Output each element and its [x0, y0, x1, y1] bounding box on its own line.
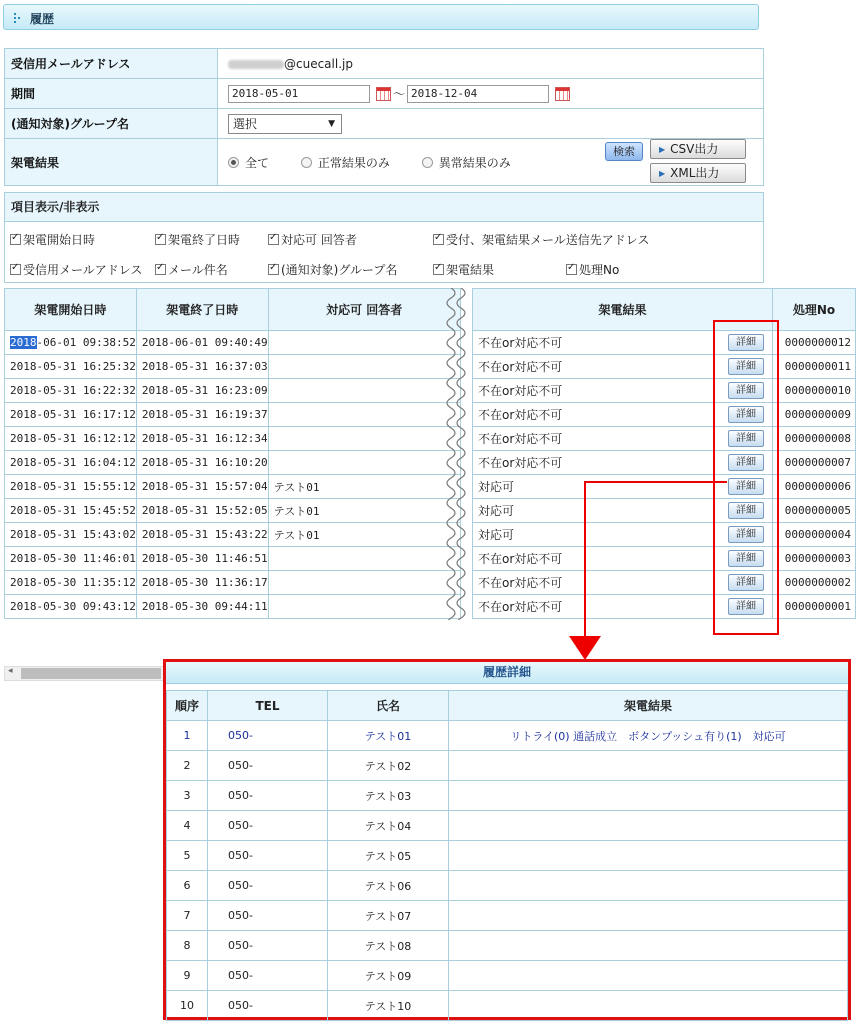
tel-cell: 050- [208, 781, 328, 811]
detail-row [167, 961, 848, 991]
detail-row [167, 781, 848, 811]
end-time-cell: 2018-05-30 11:36:17 [136, 571, 268, 595]
seq-cell: 5 [167, 841, 208, 871]
tel-cell: 050- [208, 931, 328, 961]
responder-cell: テスト01 [268, 475, 460, 499]
group-label: (通知対象)グループ名 [5, 109, 218, 139]
seq-cell: 1 [167, 721, 208, 751]
call-result-text: 不在or対応不可 [478, 456, 563, 470]
detail-result-cell [449, 811, 848, 841]
call-result-text: 不在or対応不可 [478, 600, 563, 614]
call-result-text: 不在or対応不可 [478, 360, 563, 374]
tel-cell: 050- [208, 721, 328, 751]
detail-result-cell [449, 901, 848, 931]
process-no-cell: 0000000011 [773, 355, 856, 379]
start-time-cell: 2018-05-31 16:17:12 [5, 403, 137, 427]
col-end-time: 架電終了日時 [136, 289, 268, 331]
name-cell: テスト01 [328, 721, 449, 751]
call-result-text: 不在or対応不可 [478, 432, 563, 446]
start-time-cell: 2018-05-31 15:43:02 [5, 523, 137, 547]
detail-button[interactable]: 詳細 [728, 406, 764, 423]
detail-row [167, 901, 848, 931]
tel-cell: 050- [208, 871, 328, 901]
seq-cell: 6 [167, 871, 208, 901]
detail-button[interactable]: 詳細 [728, 454, 764, 471]
end-time-cell: 2018-05-31 15:52:05 [136, 499, 268, 523]
call-result-text: 対応可 [478, 480, 515, 494]
result-label: 架電結果 [5, 139, 218, 186]
end-time-cell: 2018-05-31 16:10:20 [136, 451, 268, 475]
detail-result-cell [449, 991, 848, 1021]
email-domain: @cuecall.jp [284, 56, 353, 71]
detail-result-cell [449, 931, 848, 961]
call-result-text: 不在or対応不可 [478, 552, 563, 566]
detail-row [167, 871, 848, 901]
detail-button[interactable]: 詳細 [728, 358, 764, 375]
col-responder: 対応可 回答者 [268, 289, 460, 331]
detail-result-cell [449, 781, 848, 811]
start-time-cell: 2018-05-31 16:12:12 [5, 427, 137, 451]
seq-cell: 7 [167, 901, 208, 931]
call-result-text: 不在or対応不可 [478, 384, 563, 398]
toggle-label: 受信用メールアドレス [23, 263, 143, 277]
start-time-cell: 2018-05-31 15:45:52 [5, 499, 137, 523]
end-time-cell: 2018-05-30 11:46:51 [136, 547, 268, 571]
radio-normal-label[interactable]: 正常結果のみ [317, 155, 390, 170]
period-label: 期間 [5, 79, 218, 109]
csv-export-label: CSV出力 [670, 142, 719, 156]
end-time-cell: 2018-05-31 16:23:09 [136, 379, 268, 403]
end-time-cell: 2018-05-31 15:57:04 [136, 475, 268, 499]
name-cell: テスト08 [328, 931, 449, 961]
detail-table [166, 690, 848, 1021]
end-time-cell: 2018-05-31 16:12:34 [136, 427, 268, 451]
detail-title: 履歴詳細 [166, 662, 848, 684]
email-label: 受信用メールアドレス [5, 49, 218, 79]
xml-export-label: XML出力 [670, 166, 720, 180]
detail-button[interactable]: 詳細 [728, 598, 764, 615]
process-no-cell: 0000000008 [773, 427, 856, 451]
detail-row [167, 751, 848, 781]
start-time-cell: 2018-05-30 11:35:12 [5, 571, 137, 595]
process-no-cell: 0000000006 [773, 475, 856, 499]
start-time-cell: 2018-05-31 16:04:12 [5, 451, 137, 475]
call-result-text: 不在or対応不可 [478, 336, 563, 350]
toggle-label: 受付、架電結果メール送信先アドレス [446, 233, 650, 247]
call-result-text: 不在or対応不可 [478, 408, 563, 422]
tel-cell: 050- [208, 751, 328, 781]
scroll-left-arrow-icon[interactable]: ◂ [8, 666, 13, 676]
responder-cell: テスト01 [268, 523, 460, 547]
group-select-value: 選択 [233, 116, 258, 131]
page-title: 履歴 [30, 12, 55, 26]
col-tel: TEL [208, 691, 328, 721]
start-time-rest: -06-01 09:38:52 [36, 336, 136, 349]
name-cell: テスト07 [328, 901, 449, 931]
name-cell: テスト06 [328, 871, 449, 901]
detail-row [167, 811, 848, 841]
radio-abnormal-label[interactable]: 異常結果のみ [438, 155, 511, 170]
process-no-cell: 0000000003 [773, 547, 856, 571]
column-toggle-header: 項目表示/非表示 [5, 193, 763, 222]
name-cell: テスト04 [328, 811, 449, 841]
name-cell: テスト05 [328, 841, 449, 871]
date-to-input[interactable]: 2018-12-04 [407, 85, 549, 103]
col-call-result: 架電結果 [473, 289, 773, 331]
detail-button[interactable]: 詳細 [728, 502, 764, 519]
col-seq: 順序 [167, 691, 208, 721]
tel-cell: 050- [208, 841, 328, 871]
tel-cell: 050- [208, 991, 328, 1021]
arrow-right-icon: ▶ [659, 145, 666, 154]
tel-cell: 050- [208, 901, 328, 931]
toggle-label: 処理No [579, 263, 620, 277]
call-result-text: 対応可 [478, 528, 515, 542]
detail-result-cell [449, 961, 848, 991]
period-tilde: ～ [393, 87, 406, 101]
name-cell: テスト10 [328, 991, 449, 1021]
radio-all-label[interactable]: 全て [245, 155, 270, 170]
toggle-label: 架電終了日時 [168, 233, 241, 247]
detail-row [167, 991, 848, 1021]
detail-result-cell: リトライ(0) 通話成立 ボタンプッシュ有り(1) 対応可 [449, 721, 848, 751]
detail-button[interactable]: 詳細 [728, 478, 764, 495]
seq-cell: 10 [167, 991, 208, 1021]
responder-cell: テスト01 [268, 499, 460, 523]
search-button[interactable]: 検索 [605, 142, 643, 161]
end-time-cell: 2018-05-30 09:44:11 [136, 595, 268, 619]
detail-result-cell [449, 751, 848, 781]
name-cell: テスト03 [328, 781, 449, 811]
selected-text: 2018 [10, 336, 37, 349]
dropdown-arrow-icon: ▼ [328, 118, 335, 129]
arrow-right-icon: ▶ [659, 169, 666, 178]
process-no-cell: 0000000002 [773, 571, 856, 595]
seq-cell: 9 [167, 961, 208, 991]
process-no-cell: 0000000010 [773, 379, 856, 403]
process-no-cell: 0000000012 [773, 331, 856, 355]
seq-cell: 2 [167, 751, 208, 781]
name-cell: テスト02 [328, 751, 449, 781]
start-time-cell: 2018-05-30 09:43:12 [5, 595, 137, 619]
process-no-cell: 0000000009 [773, 403, 856, 427]
end-time-cell: 2018-06-01 09:40:49 [136, 331, 268, 355]
start-time-cell: 2018-05-30 11:46:01 [5, 547, 137, 571]
col-name: 氏名 [328, 691, 449, 721]
detail-result-cell [449, 871, 848, 901]
col-detail-result: 架電結果 [449, 691, 848, 721]
seq-cell: 4 [167, 811, 208, 841]
process-no-cell: 0000000001 [773, 595, 856, 619]
end-time-cell: 2018-05-31 16:37:03 [136, 355, 268, 379]
detail-row [167, 931, 848, 961]
tel-cell: 050- [208, 961, 328, 991]
start-time-cell: 2018-05-31 16:25:32 [5, 355, 137, 379]
process-no-cell: 0000000004 [773, 523, 856, 547]
detail-row [167, 721, 848, 751]
process-no-cell: 0000000007 [773, 451, 856, 475]
history-detail-panel [163, 659, 851, 1020]
col-process-no: 処理No [773, 289, 856, 331]
detail-button[interactable]: 詳細 [728, 574, 764, 591]
seq-cell: 8 [167, 931, 208, 961]
process-no-cell: 0000000005 [773, 499, 856, 523]
end-time-cell: 2018-05-31 16:19:37 [136, 403, 268, 427]
call-result-text: 対応可 [478, 504, 515, 518]
detail-row [167, 841, 848, 871]
end-time-cell: 2018-05-31 15:43:22 [136, 523, 268, 547]
toggle-label: 架電開始日時 [23, 233, 96, 247]
toggle-label: メール件名 [168, 263, 228, 277]
detail-button[interactable]: 詳細 [728, 550, 764, 567]
detail-button[interactable]: 詳細 [728, 430, 764, 447]
toggle-label: 架電結果 [446, 263, 495, 277]
detail-result-cell [449, 841, 848, 871]
date-from-input[interactable]: 2018-05-01 [228, 85, 370, 103]
detail-button[interactable]: 詳細 [728, 334, 764, 351]
tel-cell: 050- [208, 811, 328, 841]
toggle-label: 対応可 回答者 [281, 233, 357, 247]
seq-cell: 3 [167, 781, 208, 811]
call-result-text: 不在or対応不可 [478, 576, 563, 590]
name-cell: テスト09 [328, 961, 449, 991]
start-time-cell: 2018-05-31 16:22:32 [5, 379, 137, 403]
col-start-time: 架電開始日時 [5, 289, 137, 331]
start-time-cell: 2018-05-31 15:55:12 [5, 475, 137, 499]
detail-button[interactable]: 詳細 [728, 382, 764, 399]
detail-button[interactable]: 詳細 [728, 526, 764, 543]
toggle-label: (通知対象)グループ名 [281, 263, 398, 277]
